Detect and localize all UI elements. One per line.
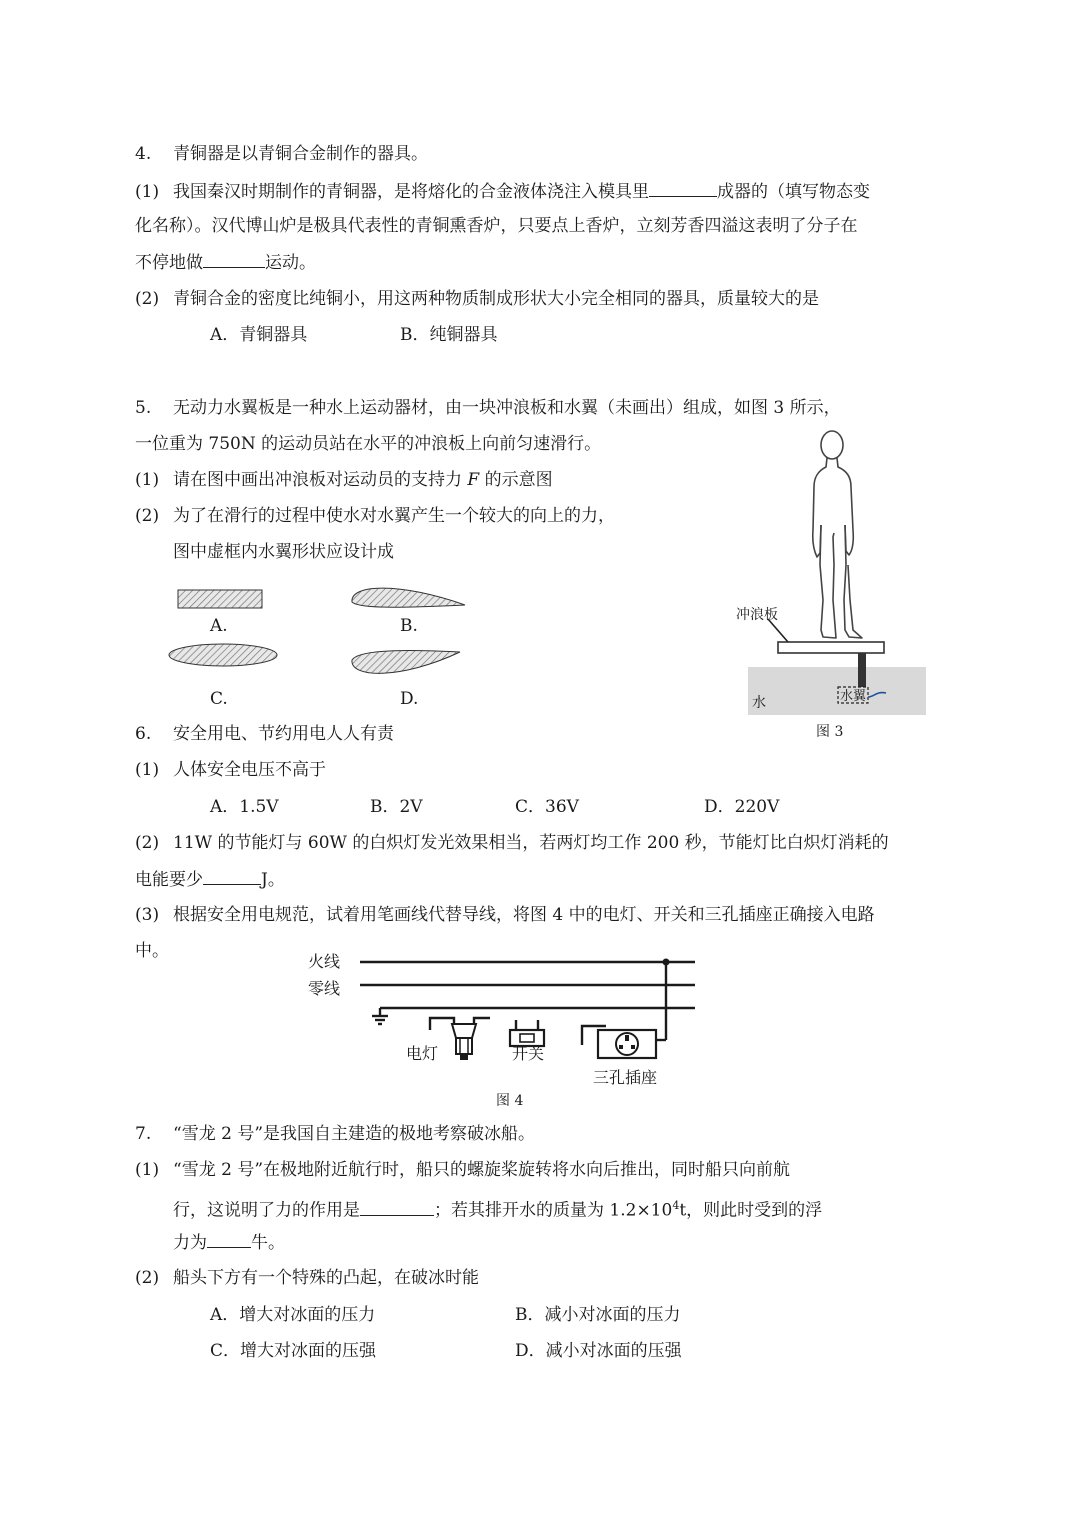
- q4-stem: [135, 143, 428, 165]
- q7-part2: [135, 1267, 479, 1289]
- q6-part2-text-line2: 电能要少: [135, 870, 203, 890]
- q7-part2-number: (2): [135, 1268, 160, 1288]
- q6-part2-text: 11W 的节能灯与 60W 的白炽灯发光效果相当，若两灯均工作 200 秒，节能灯比白炽灯消耗的: [173, 833, 889, 853]
- lamp-lead-left: [430, 1018, 454, 1030]
- q7-exponent: 4: [672, 1199, 680, 1212]
- q4-part1-line3: [135, 251, 316, 274]
- shape-a-label: A.: [210, 616, 228, 636]
- ground-symbol: [372, 1008, 388, 1024]
- q7-part1-unit: 牛。: [251, 1233, 285, 1253]
- shape-d-label: D.: [400, 689, 419, 709]
- q6-part3-line1: [135, 904, 875, 926]
- q7-part1-line1: [135, 1159, 790, 1181]
- q4-part1-text-line3-end: 运动。: [265, 253, 316, 273]
- q7-option-b[interactable]: B．减小对冰面的压力: [515, 1305, 681, 1325]
- q4-number: 4.: [135, 144, 152, 164]
- q5-part1: [135, 469, 553, 491]
- q6-stem: [135, 723, 394, 745]
- q7-number: 7.: [135, 1124, 152, 1144]
- shape-b-label: B.: [400, 616, 418, 636]
- socket-label: 三孔插座: [593, 1068, 658, 1087]
- q5-stem-line1: [135, 397, 841, 419]
- figure-3-caption: 图 3: [816, 724, 844, 740]
- q6-stem-text: 安全用电、节约用电人人有责: [173, 724, 394, 744]
- q7-part1-mass-text: ；若其排开水的质量为 1.2×10: [434, 1200, 673, 1221]
- shape-c-ellipse[interactable]: [169, 644, 277, 666]
- figure-4-caption: 图 4: [496, 1093, 524, 1109]
- q7-stem: [135, 1123, 535, 1145]
- q4-part1-number: (1): [135, 182, 160, 202]
- wing-label: 水翼: [840, 689, 867, 704]
- neutral-wire-label: 零线: [308, 979, 341, 998]
- q6-blank-energy[interactable]: [203, 868, 261, 885]
- q6-number: 6.: [135, 724, 152, 744]
- q6-part2-number: (2): [135, 833, 160, 853]
- q4-part1-text-cont: 成器的（填写物态变: [717, 182, 870, 202]
- q4-part1-text-line3: 不停地做: [135, 253, 203, 273]
- q5-stem-line2: 一位重为 750N 的运动员站在水平的冲浪板上向前匀速滑行。: [135, 434, 602, 454]
- q6-option-d[interactable]: D．220V: [704, 797, 780, 817]
- q6-part3-number: (3): [135, 905, 160, 925]
- q5-shape-options: [160, 580, 480, 710]
- q5-part2-number: (2): [135, 506, 160, 526]
- surfboard: [778, 642, 884, 653]
- q6-part1: [135, 759, 326, 781]
- switch-label: 开关: [512, 1044, 545, 1063]
- hydrofoil-mast: [858, 653, 866, 687]
- q4-stem-text: 青铜器是以青铜合金制作的器具。: [173, 144, 428, 164]
- q7-blank-force[interactable]: [360, 1199, 434, 1216]
- q6-part2-line1: [135, 832, 889, 854]
- shape-a-rectangle[interactable]: [178, 590, 262, 608]
- q6-option-a[interactable]: A．1.5V: [210, 797, 279, 817]
- switch-inner: [520, 1034, 534, 1042]
- board-label: 冲浪板: [736, 607, 778, 623]
- q4-part1-line2: 化名称）。汉代博山炉是极具代表性的青铜熏香炉，只要点上香炉，立刻芳香四溢这表明了分子在: [135, 216, 858, 236]
- q5-part1-text: 请在图中画出冲浪板对运动员的支持力: [173, 470, 468, 490]
- q4-part2: [135, 288, 819, 310]
- q4-part2-number: (2): [135, 289, 160, 309]
- q7-part1-text: “雪龙 2 号”在极地附近航行时，船只的螺旋桨旋转将水向后推出，同时船只向前航: [173, 1160, 791, 1180]
- q7-part1-line3: [173, 1231, 285, 1254]
- q5-force-symbol: F: [467, 470, 480, 490]
- lamp-symbol[interactable]: [452, 1024, 476, 1060]
- live-wire-label: 火线: [308, 952, 341, 971]
- q7-stem-text: “雪龙 2 号”是我国自主建造的极地考察破冰船。: [173, 1124, 536, 1144]
- shape-d-inverted-airfoil[interactable]: [352, 650, 460, 673]
- lamp-label: 电灯: [406, 1044, 439, 1063]
- q4-blank-1[interactable]: [649, 180, 717, 197]
- q4-part1-line1: [135, 180, 870, 203]
- q5-part1-number: (1): [135, 470, 160, 490]
- shape-b-airfoil[interactable]: [352, 588, 465, 607]
- q5-number: 5.: [135, 398, 152, 418]
- water-label: 水: [752, 695, 766, 711]
- q4-blank-2[interactable]: [203, 251, 265, 268]
- q5-part2-text: 为了在滑行的过程中使水对水翼产生一个较大的向上的力，: [173, 506, 615, 526]
- q5-part2-line1: [135, 505, 615, 527]
- q6-part2-line2: [135, 868, 285, 891]
- q4-part1-text: 我国秦汉时期制作的青铜器，是将熔化的合金液体浇注入模具里: [173, 182, 649, 202]
- q6-option-c[interactable]: C．36V: [515, 797, 579, 817]
- q7-option-d[interactable]: D．减小对冰面的压强: [515, 1341, 682, 1361]
- person-figure: [813, 431, 862, 638]
- q6-part3-text: 根据安全用电规范，试着用笔画线代替导线，将图 4 中的电灯、开关和三孔插座正确接入电路: [173, 905, 875, 925]
- q7-part2-text: 船头下方有一个特殊的凸起，在破冰时能: [173, 1268, 479, 1288]
- q6-option-b[interactable]: B．2V: [370, 797, 423, 817]
- socket-lead-left: [582, 1026, 606, 1045]
- q7-blank-buoyancy[interactable]: [207, 1231, 251, 1248]
- shape-c-label: C.: [210, 689, 228, 709]
- q7-part1-line2: [173, 1195, 822, 1222]
- q5-part1-text-end: 的示意图: [479, 470, 553, 490]
- q4-option-b[interactable]: B．纯铜器具: [400, 325, 498, 345]
- socket-symbol[interactable]: [598, 1030, 656, 1058]
- q5-part2-line2: 图中虚框内水翼形状应设计成: [173, 542, 394, 562]
- q7-part1-text-line2: 行，这说明了力的作用是: [173, 1200, 360, 1221]
- q7-option-a[interactable]: A．增大对冰面的压力: [210, 1305, 376, 1325]
- live-junction-dot: [663, 959, 670, 966]
- q6-part1-number: (1): [135, 760, 160, 780]
- q6-part1-text: 人体安全电压不高于: [173, 760, 326, 780]
- figure-3-surfer: [720, 425, 940, 725]
- q6-part3-line2: 中。: [135, 941, 169, 961]
- q7-option-c[interactable]: C．增大对冰面的压强: [210, 1341, 377, 1361]
- water-area: [748, 667, 926, 715]
- q5-stem-text: 无动力水翼板是一种水上运动器材，由一块冲浪板和水翼（未画出）组成，如图 3 所示，: [173, 398, 841, 418]
- q4-part2-text: 青铜合金的密度比纯铜小，用这两种物质制成形状大小完全相同的器具，质量较大的是: [173, 289, 819, 309]
- q7-part1-text-line2-end: t，则此时受到的浮: [679, 1200, 823, 1221]
- q6-part2-unit: J。: [261, 870, 285, 890]
- q7-part1-text-line3: 力为: [173, 1233, 207, 1253]
- socket-holes: [619, 1035, 635, 1049]
- q7-part1-number: (1): [135, 1160, 160, 1180]
- q4-option-a[interactable]: A．青铜器具: [210, 325, 308, 345]
